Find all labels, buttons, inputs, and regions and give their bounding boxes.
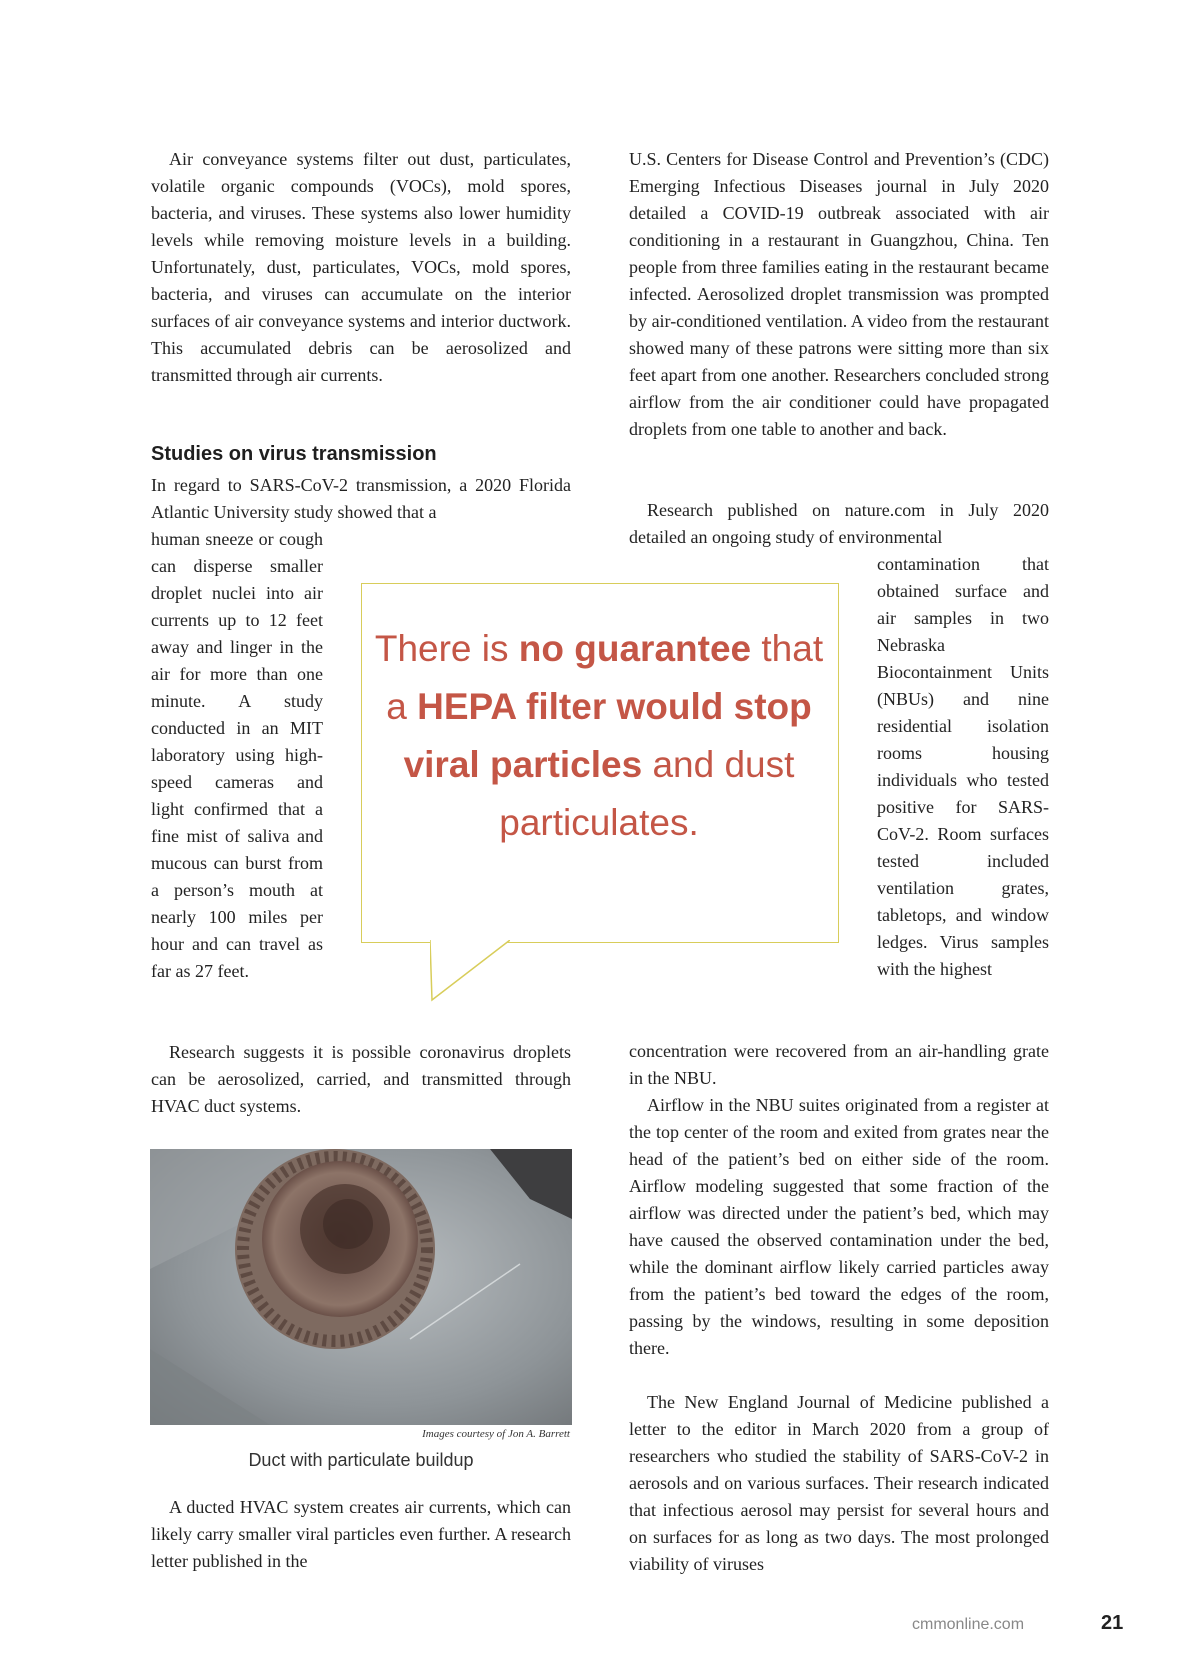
pull-quote-tail: [430, 940, 510, 1002]
pull-quote: [361, 620, 837, 852]
left-para-4: A ducted HVAC system creates air currents, which can likely carry smaller viral particles even further. A research letter published in the: [151, 1497, 571, 1571]
pull-quote-part-1: There is: [374, 628, 519, 669]
left-para-2-full: In regard to SARS-CoV-2 transmission, a 2020 Florida Atlantic University study showed that a: [151, 475, 571, 522]
footer-site: cmmonline.com: [912, 1616, 1025, 1633]
duct-photo: [150, 1149, 572, 1425]
page-number: 21: [1101, 1612, 1124, 1634]
right-para-4: The New England Journal of Medicine published a letter to the editor in March 2020 from a group of researchers who studied the stability of SARS-CoV-2 in aerosols and on various surfaces. Their research indicated that infectious aerosol may persist for several hours and on surfaces for as long as two days. The most prolonged viability of viruses: [629, 1392, 1049, 1574]
pull-quote-part-5: and dust particulates.: [499, 744, 795, 843]
pull-quote-part-3: that a: [386, 628, 824, 727]
pull-quote-emphasis-1: no guarantee: [518, 628, 752, 669]
right-para-2-narrow: contamination that obtained surface and air samples in two Nebraska Biocontainment Units (NBUs) and nine residential isolation rooms housing individuals who tested positive for SARS-CoV-2. Room surfaces tested included ventilation grates, tabletops, and window ledges. Virus samples with the highest: [877, 554, 1049, 979]
right-para-3: Airflow in the NBU suites originated from a register at the top center of the room and exited from grates near the head of the patient’s bed on either side of the room. Airflow modeling suggested that some fraction of the airflow was directed under the patient’s bed, which may have caused the observed contamination under the bed, while the dominant airflow likely carried particles away from the patient’s bed toward the edges of the room, passing by the windows, resulting in some deposition there.: [629, 1095, 1049, 1358]
photo-credit: Images courtesy of Jon A. Barrett: [422, 1428, 570, 1440]
photo-caption: Duct with particulate buildup: [248, 1450, 474, 1470]
section-heading: Studies on virus transmission: [151, 443, 437, 465]
duct-image: [150, 1149, 572, 1425]
right-para-2-full: Research published on nature.com in July 2020 detailed an ongoing study of environmental: [629, 500, 1049, 547]
right-para-2-end: concentration were recovered from an air-handling grate in the NBU.: [629, 1041, 1049, 1088]
pull-quote-emphasis-2: HEPA filter would stop viral particles: [403, 686, 812, 785]
left-para-1: Air conveyance systems filter out dust, particulates, volatile organic compounds (VOCs), mold spores, bacteria, and viruses. These systems also lower humidity levels while removing moisture levels in a building. Unfortunately, dust, particulates, VOCs, mold spores, bacteria, and viruses can accumulate on the interior surfaces of air conveyance systems and interior ductwork. This accumulated debris can be aerosolized and transmitted through air currents.: [151, 149, 571, 385]
left-para-3: Research suggests it is possible coronavirus droplets can be aerosolized, carried, and transmitted through HVAC duct systems.: [151, 1042, 571, 1116]
right-para-1: U.S. Centers for Disease Control and Prevention’s (CDC) Emerging Infectious Diseases journal in July 2020 detailed a COVID-19 outbreak associated with air conditioning in a restaurant in Guangzhou, China. Ten people from three families eating in the restaurant became infected. Aerosolized droplet transmission was prompted by air-conditioned ventilation. A video from the restaurant showed many of these patrons were sitting more than six feet apart from one another. Researchers concluded strong airflow from the air conditioner could have propagated droplets from one table to another and back.: [629, 149, 1049, 439]
left-para-2-narrow: human sneeze or cough can disperse smaller droplet nuclei into air currents up to 12 feet away and linger in the air for more than one minute. A study conducted in an MIT laboratory using high-speed cameras and light confirmed that a fine mist of saliva and mucous can burst from a person’s mouth at nearly 100 miles per hour and can travel as far as 27 feet.: [151, 529, 323, 981]
